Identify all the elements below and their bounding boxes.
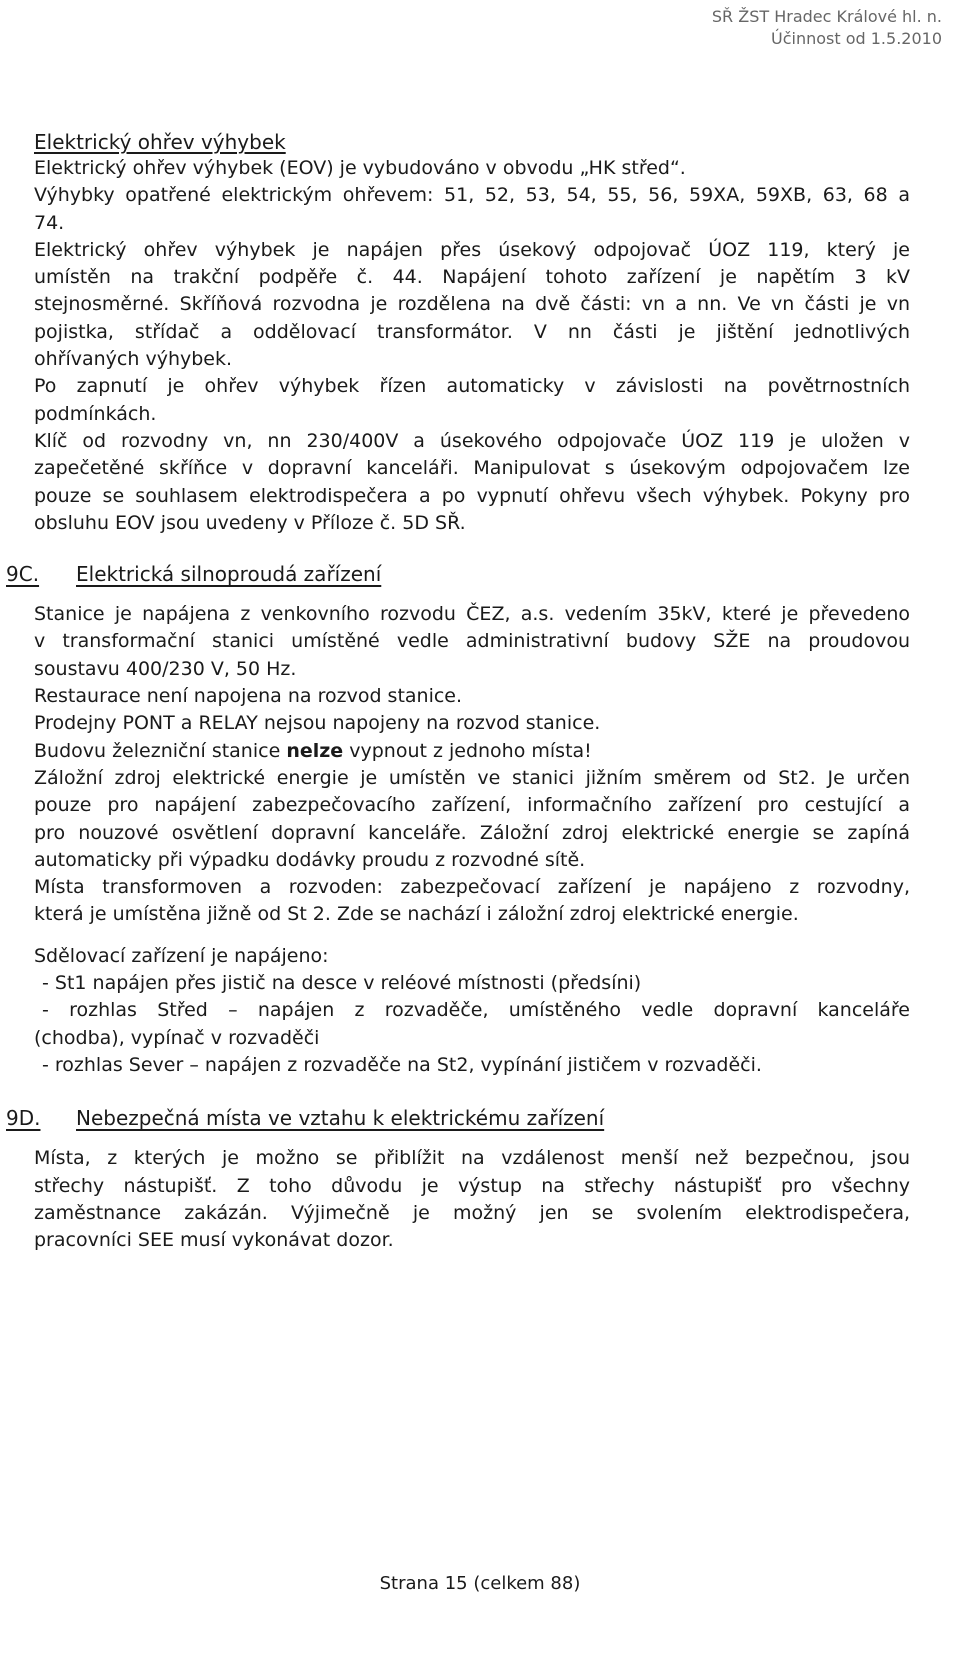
eov-line: Výhybky opatřené elektrickým ohřevem: 51, 52, 53, 54, 55, 56, 59XA, 59XB, 63, 68 a (34, 184, 910, 207)
eov-line: ohřívaných výhybek. (34, 348, 233, 371)
section-9d-number: 9D. (6, 1106, 41, 1131)
section-9c-line: která je umístěna jižně od St 2. Zde se nachází i záložní zdroj elektrické energie. (34, 903, 799, 926)
section-9c-line: pouze pro napájení zabezpečovacího zařízení, informačního zařízení pro cestující a (34, 794, 910, 817)
section-9c-line: Prodejny PONT a RELAY nejsou napojeny na rozvod stanice. (34, 712, 601, 735)
section-9d (6, 1103, 910, 1254)
eov-text (34, 155, 910, 537)
eov-line: umístěn na trakční podpěře č. 44. Napájení tohoto zařízení je napětím 3 kV (34, 266, 910, 289)
eov-line: pouze se souhlasem elektrodispečera a po vypnutí ohřevu všech výhybek. Pokyny pro (34, 484, 910, 507)
building-warning-post: vypnout z jednoho místa! (343, 739, 592, 762)
section-9c-text (34, 601, 910, 929)
section-9c-line: soustavu 400/230 V, 50 Hz. (34, 657, 297, 680)
eov-line: pojistka, střídač a oddělovací transformátor. V nn části je jištění jednotlivých (34, 320, 910, 343)
section-9c-line: Záložní zdroj elektrické energie je umístěn ve stanici jižním směrem od St2. Je určen (34, 766, 910, 789)
section-9d-line: střechy nástupišť. Z toho důvodu je výstup na střechy nástupišť pro všechny (34, 1174, 910, 1197)
eov-line: Po zapnutí je ohřev výhybek řízen automaticky v závislosti na povětrnostních (34, 375, 910, 398)
building-warning (34, 738, 910, 765)
eov-line: zapečetěné skříňce v dopravní kanceláři. Manipulovat s úsekovým odpojovačem lze (34, 457, 910, 480)
section-9d-line: zaměstnance zakázán. Výjimečně je možný jen se svolením elektrodispečera, (34, 1201, 910, 1224)
section-9c-line: pro nouzové osvětlení dopravní kanceláře. Záložní zdroj elektrické energie se zapíná (34, 821, 910, 844)
eov-line: podmínkách. (34, 402, 157, 425)
eov-line: Elektrický ohřev výhybek (EOV) je vybudováno v obvodu „HK střed“. (34, 157, 686, 179)
section-9c-line: Místa transformoven a rozvoden: zabezpečovací zařízení je napájeno z rozvodny, (34, 876, 910, 899)
section-9d-line: Místa, z kterých je možno se přiblížit na vzdálenost menší než bezpečnou, jsou (34, 1147, 910, 1170)
page-header (712, 6, 942, 50)
eov-line: obsluhu EOV jsou uvedeny v Příloze č. 5D SŘ. (34, 511, 466, 534)
page-number: Strana 15 (celkem 88) (379, 1573, 581, 1594)
eov-section (34, 128, 910, 537)
section-9c-line: Restaurace není napojena na rozvod stanice. (34, 685, 463, 708)
building-warning-emphasis: nelze (286, 739, 344, 762)
communication-item: - rozhlas Sever – napájen z rozvaděče na St2, vypínání jističem v rozvaděči. (42, 1053, 762, 1076)
section-9c-line: automaticky při výpadku dodávky proudu z rozvodné sítě. (34, 848, 586, 871)
building-warning-pre: Budovu železniční stanice (34, 739, 287, 762)
eov-title: Elektrický ohřev výhybek (34, 130, 286, 154)
section-9d-text (34, 1145, 910, 1254)
communication-item: - St1 napájen přes jistič na desce v reléové místnosti (předsíni) (42, 972, 642, 995)
section-9c (6, 559, 910, 1079)
communication-item: - rozhlas Střed – napájen z rozvaděče, umístěného vedle dopravní kanceláře (42, 999, 910, 1022)
header-effective-date: Účinnost od 1.5.2010 (771, 29, 942, 48)
header-organization: SŘ ŽST Hradec Králové hl. n. (711, 7, 942, 26)
section-9d-line: pracovníci SEE musí vykonávat dozor. (34, 1229, 394, 1252)
document-body (6, 128, 910, 1254)
eov-line: Elektrický ohřev výhybek je napájen přes úsekový odpojovač ÚOZ 119, který je (34, 238, 910, 261)
communication-item-continued: (chodba), vypínač v rozvaděči (34, 1026, 320, 1049)
eov-line: 74. (34, 211, 65, 234)
section-9c-title: Elektrická silnoproudá zařízení (76, 562, 382, 587)
communication-title: Sdělovací zařízení je napájeno: (34, 944, 329, 967)
section-9d-heading (6, 1103, 910, 1133)
eov-line: Klíč od rozvodny vn, nn 230/400V a úsekového odpojovače ÚOZ 119 je uložen v (34, 429, 910, 452)
section-9c-heading (6, 559, 910, 589)
section-9c-number: 9C. (6, 562, 40, 587)
eov-line: stejnosměrné. Skříňová rozvodna je rozdělena na dvě části: vn a nn. Ve vn části je vn (34, 293, 910, 316)
section-9c-line: v transformační stanici umístěné vedle administrativní budovy SŽE na proudovou (34, 630, 910, 653)
section-9d-title: Nebezpečná místa ve vztahu k elektrickému zařízení (76, 1106, 605, 1131)
communication-supply (34, 943, 910, 1079)
section-9c-line: Stanice je napájena z venkovního rozvodu ČEZ, a.s. vedením 35kV, které je převedeno (34, 603, 910, 626)
